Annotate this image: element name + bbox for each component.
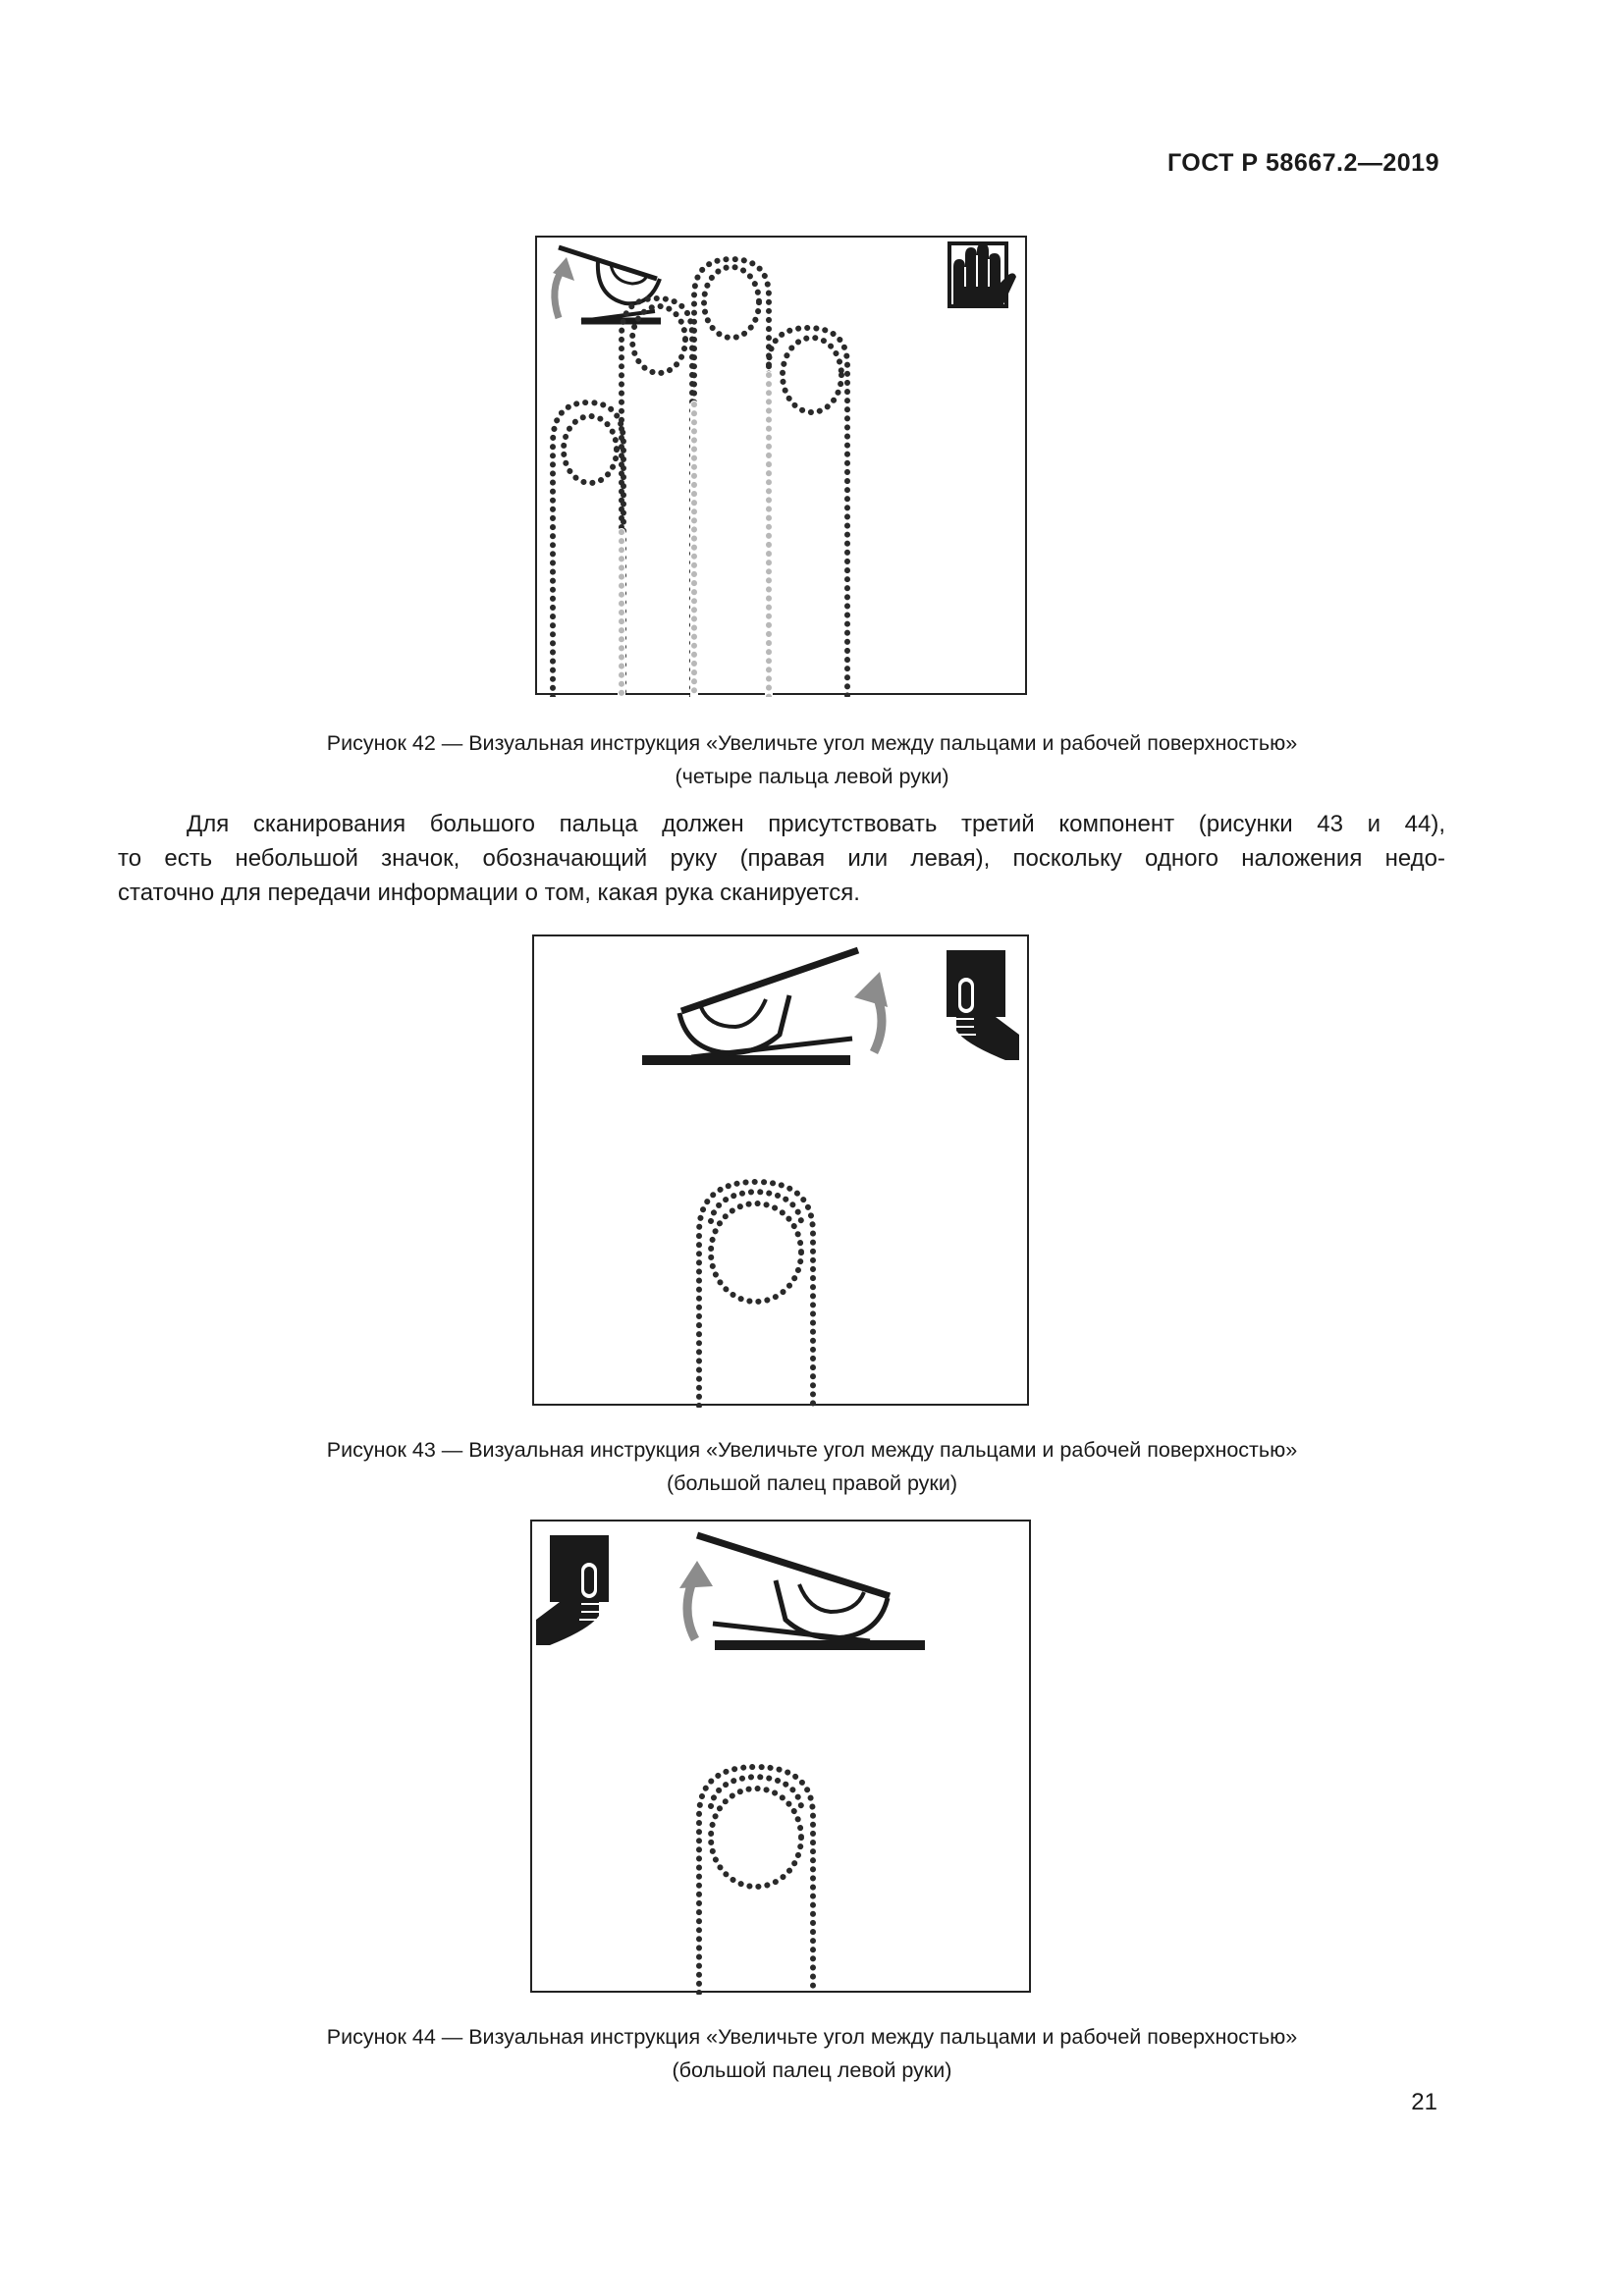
body-paragraph <box>118 807 1445 910</box>
caption-subline: (большой палец правой руки) <box>666 1471 957 1495</box>
caption-line: Рисунок 43 — Визуальная инструкция «Увеличьте угол между пальцами и рабочей поверхностью» <box>326 1438 1298 1462</box>
document-header: ГОСТ Р 58667.2—2019 <box>1166 149 1439 177</box>
curved-arrow-icon <box>553 257 574 318</box>
figure-43-image <box>532 934 1029 1406</box>
dotted-finger-outline <box>553 259 847 697</box>
caption-line: Рисунок 42 — Визуальная инструкция «Увеличьте угол между пальцами и рабочей поверхностью» <box>326 731 1298 755</box>
curved-arrow-icon <box>679 1561 713 1639</box>
thumb-hand-icon <box>536 1535 609 1645</box>
paragraph-line: статочно для передачи информации о том, какая рука сканируется. <box>118 880 860 906</box>
caption-subline: (большой палец левой руки) <box>672 2058 952 2082</box>
paragraph-line: Для сканирования большого пальца должен присутствовать третий компонент (рисунки 43 и 44), <box>187 811 1445 837</box>
finger-angle-icon <box>642 950 858 1060</box>
finger-angle-icon <box>697 1535 925 1645</box>
figure-44-caption <box>0 2020 1624 2087</box>
left-thumb-illustration <box>532 1522 1033 1995</box>
dotted-finger-outline <box>699 1767 813 1993</box>
thumb-hand-icon <box>947 950 1019 1060</box>
left-hand-icon <box>949 243 1016 306</box>
caption-subline: (четыре пальца левой руки) <box>675 765 949 788</box>
four-fingers-illustration <box>537 238 1029 697</box>
figure-42-caption <box>0 726 1624 793</box>
dotted-finger-outline <box>699 1182 813 1406</box>
paragraph-line: то есть небольшой значок, обозначающий руку (правая или левая), поскольку одного наложения недо- <box>118 845 1445 872</box>
page-number: 21 <box>1411 2089 1437 2115</box>
figure-43-caption <box>0 1433 1624 1500</box>
curved-arrow-icon <box>854 972 888 1052</box>
figure-44-image <box>530 1520 1031 1993</box>
right-thumb-illustration <box>534 936 1031 1408</box>
caption-line: Рисунок 44 — Визуальная инструкция «Увеличьте угол между пальцами и рабочей поверхностью» <box>326 2025 1298 2049</box>
figure-42-image <box>535 236 1027 695</box>
